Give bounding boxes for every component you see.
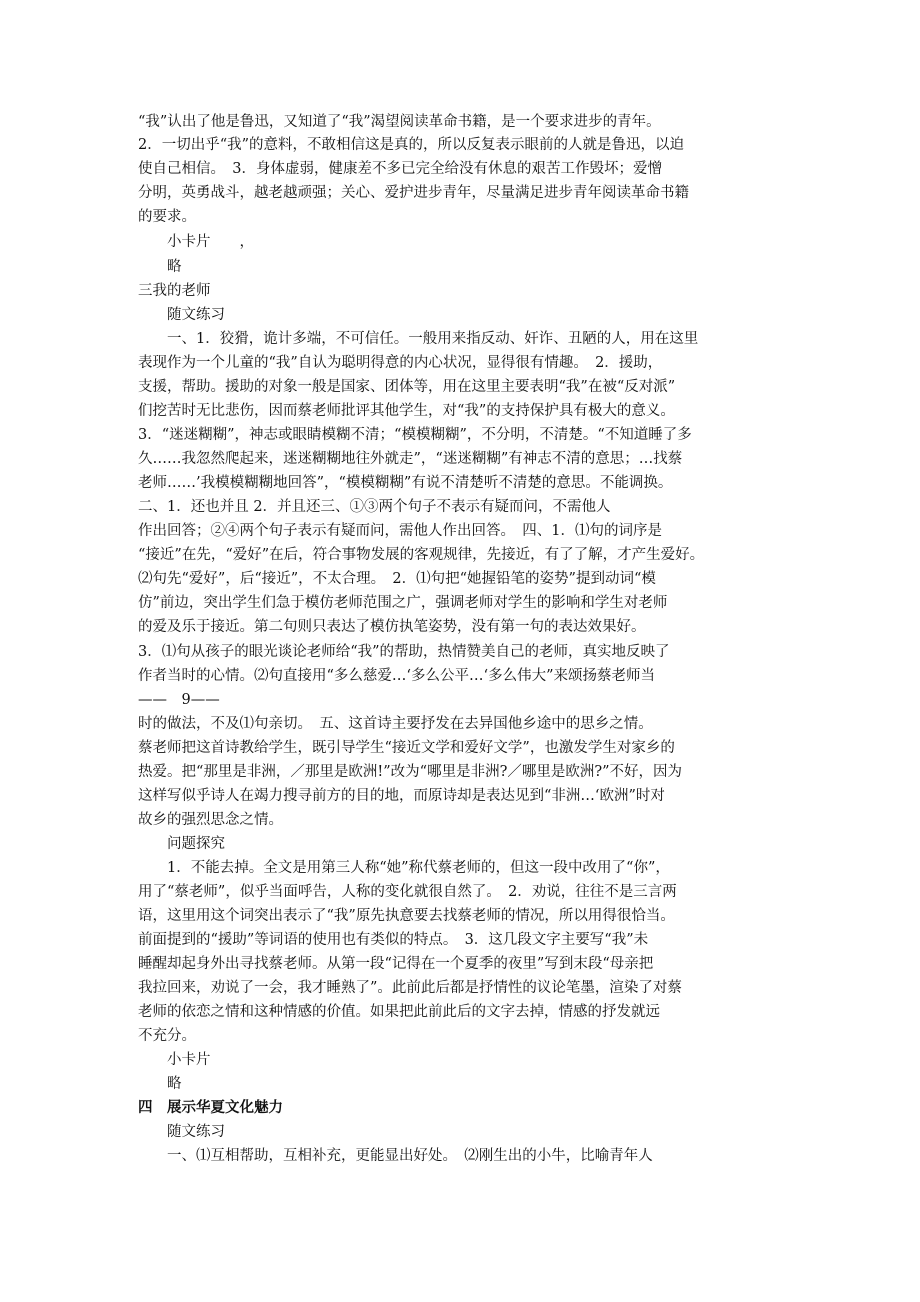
text-line: 们挖苦时无比悲伤，因而蔡老师批评其他学生，对“我”的支持保护具有极大的意义。 xyxy=(138,403,675,419)
text-line: 分明，英勇战斗，越老越顽强；关心、爱护进步青年，尽量满足进步青年阅读革命书籍 xyxy=(138,185,689,201)
section-title: 四 展示华夏文化魅力 xyxy=(138,1100,283,1116)
text-line: 睡醒却起身外出寻找蔡老师。从第一段“记得在一个夏季的夜里”写到末段“母亲把 xyxy=(138,956,654,972)
text-line: 老师的依恋之情和这种情感的价值。如果把此前此后的文字去掉，情感的抒发就远 xyxy=(138,1004,660,1020)
text-line: 蔡老师把这首诗教给学生，既引导学生“接近文学和爱好文学”，也激发学生对家乡的 xyxy=(138,740,675,756)
text-line: 作出回答；②④两个句子表示有疑而问，需他人作出回答。 四、1．⑴句的词序是 xyxy=(138,523,662,539)
section-title: 三我的老师 xyxy=(138,283,211,299)
text-line: 我拉回来，劝说了一会，我才睡熟了”。此前此后都是抒情性的议论笔墨，渲染了对蔡 xyxy=(138,980,682,996)
text-line: 仿”前边，突出学生们急于模仿老师范围之广，强调老师对学生的影响和学生对老师 xyxy=(138,595,668,611)
text-line: 支援，帮助。援助的对象一般是国家、团体等，用在这里主要表明“我”在被“反对派” xyxy=(138,379,676,395)
text-line: 热爱。把“那里是非洲，／那里是欧洲!”改为“哪里是非洲?／哪里是欧洲?”不好，因为 xyxy=(138,764,683,780)
text-line: 久……我忽然爬起来，迷迷糊糊地往外就走”，“迷迷糊糊”有神志不清的意思；…找蔡 xyxy=(138,451,683,467)
text-line: 使自己相信。 3．身体虚弱，健康差不多已完全给没有休息的艰苦工作毁坏；爱憎 xyxy=(138,161,662,177)
text-line: 不充分。 xyxy=(138,1028,196,1044)
text-line: 老师……’我模模糊糊地回答”，“模模糊糊”有说不清楚听不清楚的意思。不能调换。 xyxy=(138,475,673,491)
text-line: 作者当时的心情。⑵句直接用“多么慈爱…‘多么公平…‘多么伟大”来颂扬蔡老师当 xyxy=(138,668,656,684)
text-line: 用了“蔡老师”，似乎当面呼告，人称的变化就很自然了。 2．劝说，往往不是三言两 xyxy=(138,884,677,900)
subsection-heading: 随文练习 xyxy=(138,1124,225,1140)
subsection-heading: 随文练习 xyxy=(138,307,225,323)
text-line: “接近”在先，“爱好”在后，符合事物发展的客观规律，先接近，有了了解，才产生爱好。 xyxy=(138,547,705,563)
card-heading: 小卡片 ， xyxy=(138,234,254,250)
text-line: 2．一切出乎“我”的意料，不敢相信这是真的，所以反复表示眼前的人就是鲁迅，以迫 xyxy=(138,137,685,153)
text-line: 略 xyxy=(138,259,182,275)
subsection-heading: 问题探究 xyxy=(138,836,225,852)
text-line: 一、1．狡猾，诡计多端，不可信任。一般用来指反动、奸诈、丑陋的人，用在这里 xyxy=(138,331,699,347)
text-line: 3．“迷迷糊糊”，神志或眼睛模糊不清；“模模糊糊”，不分明，不清楚。“不知道睡了多 xyxy=(138,427,692,443)
text-line: ⑵句先“爱好”，后“接近”，不太合理。 2．⑴句把“她握铅笔的姿势”提到动词“模 xyxy=(138,571,656,587)
text-line: 前面提到的“援助”等词语的使用也有类似的特点。 3．这几段文字主要写“我”未 xyxy=(138,932,649,948)
text-line: 二、1．还也并且 2．并且还三、①③两个句子不表示有疑而问，不需他人 xyxy=(138,499,611,515)
text-line: 一、⑴互相帮助，互相补充，更能显出好处。 ⑵刚生出的小牛，比喻青年人 xyxy=(138,1148,653,1164)
text-line: 故乡的强烈思念之情。 xyxy=(138,812,283,828)
text-line: “我”认出了他是鲁迅，又知道了“我”渴望阅读革命书籍，是一个要求进步的青年。 xyxy=(138,114,661,130)
text-line: 的爱及乐于接近。第二句则只表达了模仿执笔姿势，没有第一句的表达效果好。 xyxy=(138,619,646,635)
text-line: 语，这里用这个词突出表示了“我”原先执意要去找蔡老师的情况，所以用得很恰当。 xyxy=(138,908,675,924)
page-number: —— 9—— xyxy=(138,692,220,708)
text-line: 表现作为一个儿童的“我”自认为聪明得意的内心状况，显得很有情趣。 2．援助， xyxy=(138,355,663,371)
text-line: 这样写似乎诗人在竭力搜寻前方的目的地，而原诗却是表达见到“非洲…‘欧洲”时对 xyxy=(138,788,665,804)
text-line: 时的做法，不及⑴句亲切。 五、这首诗主要抒发在去异国他乡途中的思乡之情。 xyxy=(138,716,653,732)
text-line: 3．⑴句从孩子的眼光谈论老师给“我”的帮助，热情赞美自己的老师，真实地反映了 xyxy=(138,644,670,660)
card-heading: 小卡片 xyxy=(138,1052,211,1068)
text-line: 略 xyxy=(138,1076,182,1092)
text-line: 1．不能去掉。全文是用第三人称“她”称代蔡老师的，但这一段中改用了“你”， xyxy=(138,860,670,876)
text-line: 的要求。 xyxy=(138,209,196,225)
